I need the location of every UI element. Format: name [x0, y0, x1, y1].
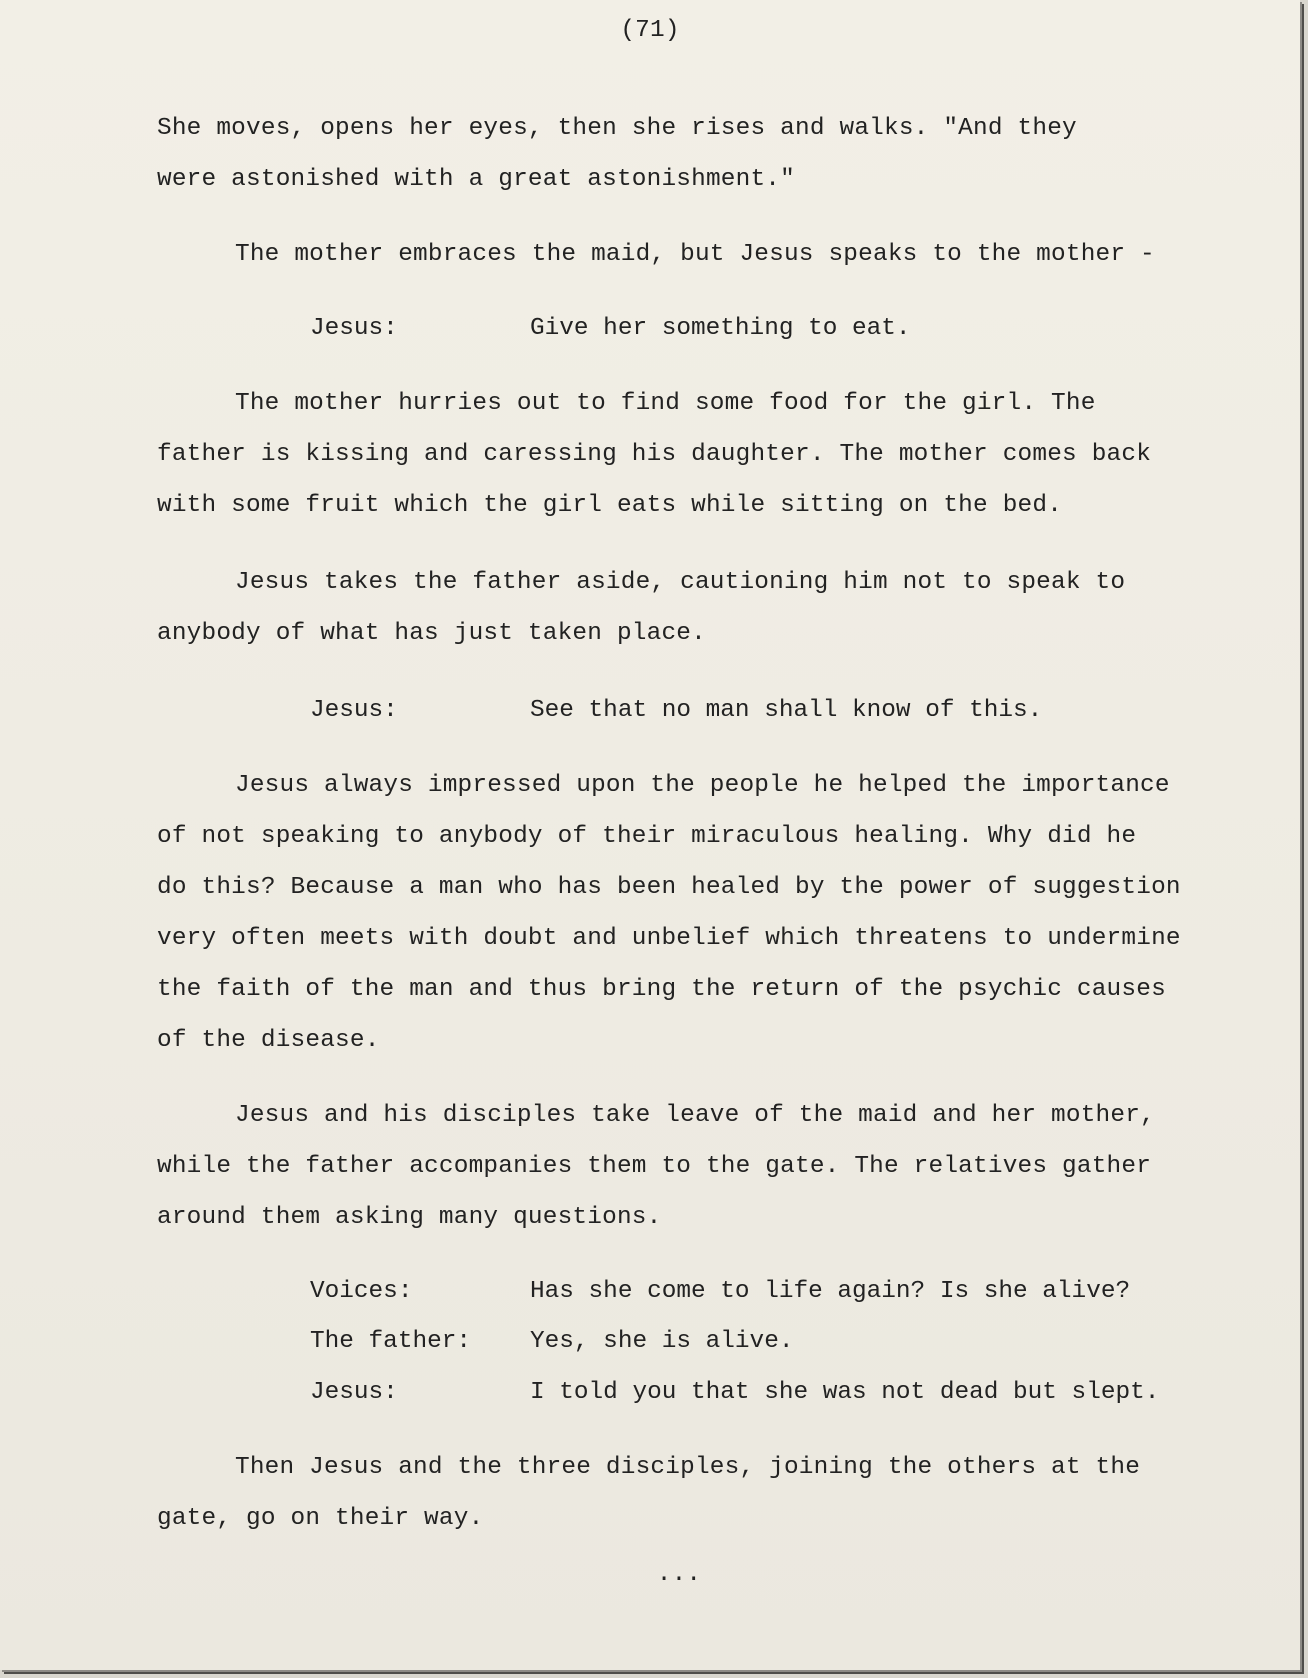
dialogue-speech: Give her something to eat.	[530, 315, 911, 342]
paragraph-line: very often meets with doubt and unbelief which threatens to undermine	[157, 925, 1181, 952]
paragraph-line: Jesus always impressed upon the people he helped the importance	[235, 772, 1170, 799]
paragraph-line: gate, go on their way.	[157, 1505, 484, 1532]
paragraph-line: around them asking many questions.	[157, 1204, 662, 1231]
paragraph-line: while the father accompanies them to the gate. The relatives gather	[157, 1153, 1152, 1180]
dialogue-speaker: Jesus:	[310, 1379, 398, 1406]
paragraph-line: She moves, opens her eyes, then she rises and walks. "And they	[157, 115, 1077, 142]
dialogue-speaker: The father:	[310, 1328, 472, 1355]
paragraph-line: were astonished with a great astonishment."	[157, 166, 795, 193]
dialogue-speech: I told you that she was not dead but slept.	[530, 1379, 1160, 1406]
paragraph-line: The mother embraces the maid, but Jesus speaks to the mother -	[235, 241, 1155, 268]
paragraph-line: Jesus and his disciples take leave of the maid and her mother,	[235, 1102, 1155, 1129]
paragraph-line: of the disease.	[157, 1027, 380, 1054]
dialogue-speech: Yes, she is alive.	[530, 1328, 794, 1355]
paragraph-line: the faith of the man and thus bring the return of the psychic causes	[157, 976, 1166, 1003]
dialogue-speaker: Voices:	[310, 1278, 413, 1305]
paragraph-line: Jesus takes the father aside, cautioning him not to speak to	[235, 569, 1126, 596]
dialogue-speech: See that no man shall know of this.	[530, 697, 1043, 724]
paragraph-line: anybody of what has just taken place.	[157, 620, 706, 647]
paragraph-line: with some fruit which the girl eats while sitting on the bed.	[157, 492, 1063, 519]
dialogue-speech: Has she come to life again? Is she alive?	[530, 1278, 1131, 1305]
paragraph-line: of not speaking to anybody of their miraculous healing. Why did he	[157, 823, 1137, 850]
dialogue-speaker: Jesus:	[310, 697, 398, 724]
page-number: (71)	[620, 17, 680, 44]
paragraph-line: The mother hurries out to find some food for the girl. The	[235, 390, 1096, 417]
paragraph-line: Then Jesus and the three disciples, joining the others at the	[235, 1454, 1141, 1481]
paragraph-line: do this? Because a man who has been healed by the power of suggestion	[157, 874, 1181, 901]
dialogue-speaker: Jesus:	[310, 315, 398, 342]
paragraph-line: father is kissing and caressing his daughter. The mother comes back	[157, 441, 1152, 468]
end-mark: ...	[656, 1561, 702, 1588]
